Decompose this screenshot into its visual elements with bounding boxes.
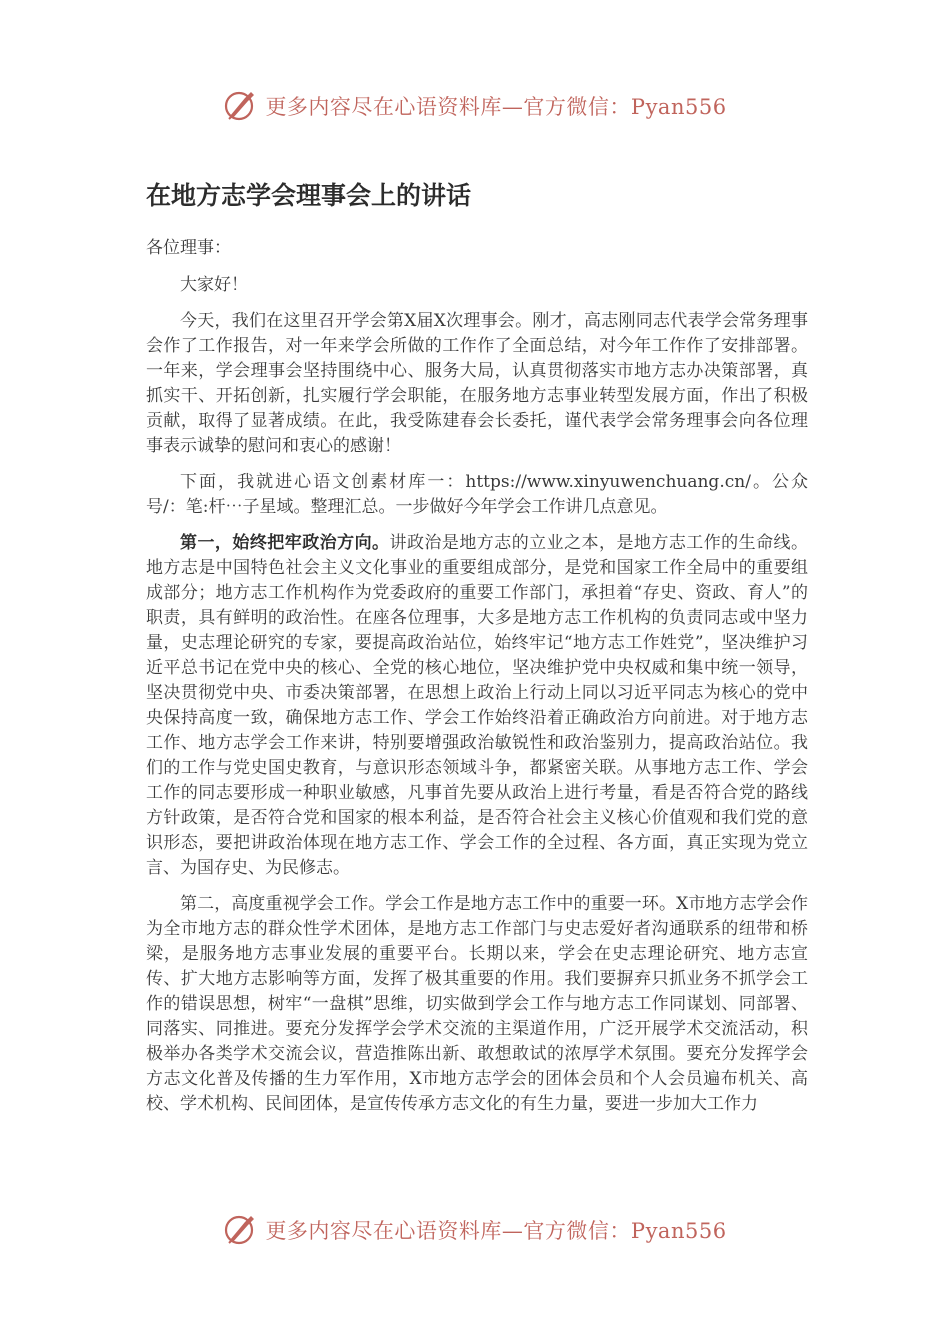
- greeting: 大家好！: [180, 275, 248, 295]
- paragraph: [146, 531, 808, 881]
- paragraph: [146, 309, 808, 459]
- paragraph-text: 下面，我就进心语文创素材库一：https://www.xinyuwenchuang.cn/。公众号/：笔:杆⋯子星域。整理汇总。一步做好今年学会工作讲几点意见。: [146, 472, 808, 517]
- pen-nib-icon: [223, 88, 259, 124]
- watermark-text: 更多内容尽在心语资料库—官方微信：Pyan556: [265, 1219, 727, 1243]
- footer-watermark: [0, 1210, 950, 1250]
- header-watermark: [0, 86, 950, 126]
- pen-nib-icon: [223, 1212, 259, 1248]
- document-body: [146, 178, 808, 1128]
- paragraph-text: 第二，高度重视学会工作。学会工作是地方志工作中的重要一环。X市地方志学会作为全市地方志的群众性学术团体，是地方志工作部门与史志爱好者沟通联系的纽带和桥梁，是服务地方志事业发展的重要平台。长期以来，学会在史志理论研究、地方志宣传、扩大地方志影响等方面，发挥了极其重要的作用。我们要摒弃只抓业务不抓学会工作的错误思想，树牢“一盘棋”思维，切实做到学会工作与地方志工作同谋划、同部署、同落实、同推进。要充分发挥学会学术交流的主渠道作用，广泛开展学术交流活动，积极举办各类学术交流会议，营造推陈出新、敢想敢试的浓厚学术氛围。要充分发挥学会方志文化普及传播的生力军作用，X市地方志学会的团体会员和个人会员遍布机关、高校、学术机构、民间团体，是宣传传承方志文化的有生力量，要进一步加大工作力: [146, 894, 808, 1114]
- paragraph-text: 今天，我们在这里召开学会第X届X次理事会。刚才，高志刚同志代表学会常务理事会作了工作报告，对一年来学会所做的工作作了全面总结，对今年工作作了安排部署。一年来，学会理事会坚持围绕中心、服务大局，认真贯彻落实市地方志办决策部署，真抓实干、开拓创新，扎实履行学会职能，在服务地方志事业转型发展方面，作出了积极贡献，取得了显著成绩。在此，我受陈建春会长委托，谨代表学会常务理事会向各位理事表示诚挚的慰问和衷心的感谢！: [146, 311, 808, 456]
- paragraph: [146, 892, 808, 1117]
- document-title: 在地方志学会理事会上的讲话: [146, 181, 472, 210]
- paragraph: [146, 470, 808, 520]
- paragraph-text: 讲政治是地方志的立业之本，是地方志工作的生命线。地方志是中国特色社会主义文化事业的重要组成部分，是党和国家工作全局中的重要组成部分；地方志工作机构作为党委政府的重要工作部门，承担着“存史、资政、育人”的职责，具有鲜明的政治性。在座各位理事，大多是地方志工作机构的负责同志或中坚力量，史志理论研究的专家，要提高政治站位，始终牢记“地方志工作姓党”，坚决维护习近平总书记在党中央的核心、全党的核心地位，坚决维护党中央权威和集中统一领导，坚决贯彻党中央、市委决策部署，在思想上政治上行动上同以习近平同志为核心的党中央保持高度一致，确保地方志工作、学会工作始终沿着正确政治方向前进。对于地方志工作、地方志学会工作来讲，特别要增强政治敏锐性和政治鉴别力，提高政治站位。我们的工作与党史国史教育，与意识形态领域斗争，都紧密关联。从事地方志工作、学会工作的同志要形成一种职业敏感，凡事首先要从政治上进行考量，看是否符合党的路线方针政策，是否符合党和国家的根本利益，是否符合社会主义核心价值观和我们党的意识形态，要把讲政治体现在地方志工作、学会工作的全过程、各方面，真正实现为党立言、为国存史、为民修志。: [146, 533, 809, 878]
- salutation: 各位理事：: [146, 238, 231, 258]
- watermark-text: 更多内容尽在心语资料库—官方微信：Pyan556: [265, 95, 727, 119]
- paragraph-lead: 第一，始终把牢政治方向。: [180, 533, 390, 553]
